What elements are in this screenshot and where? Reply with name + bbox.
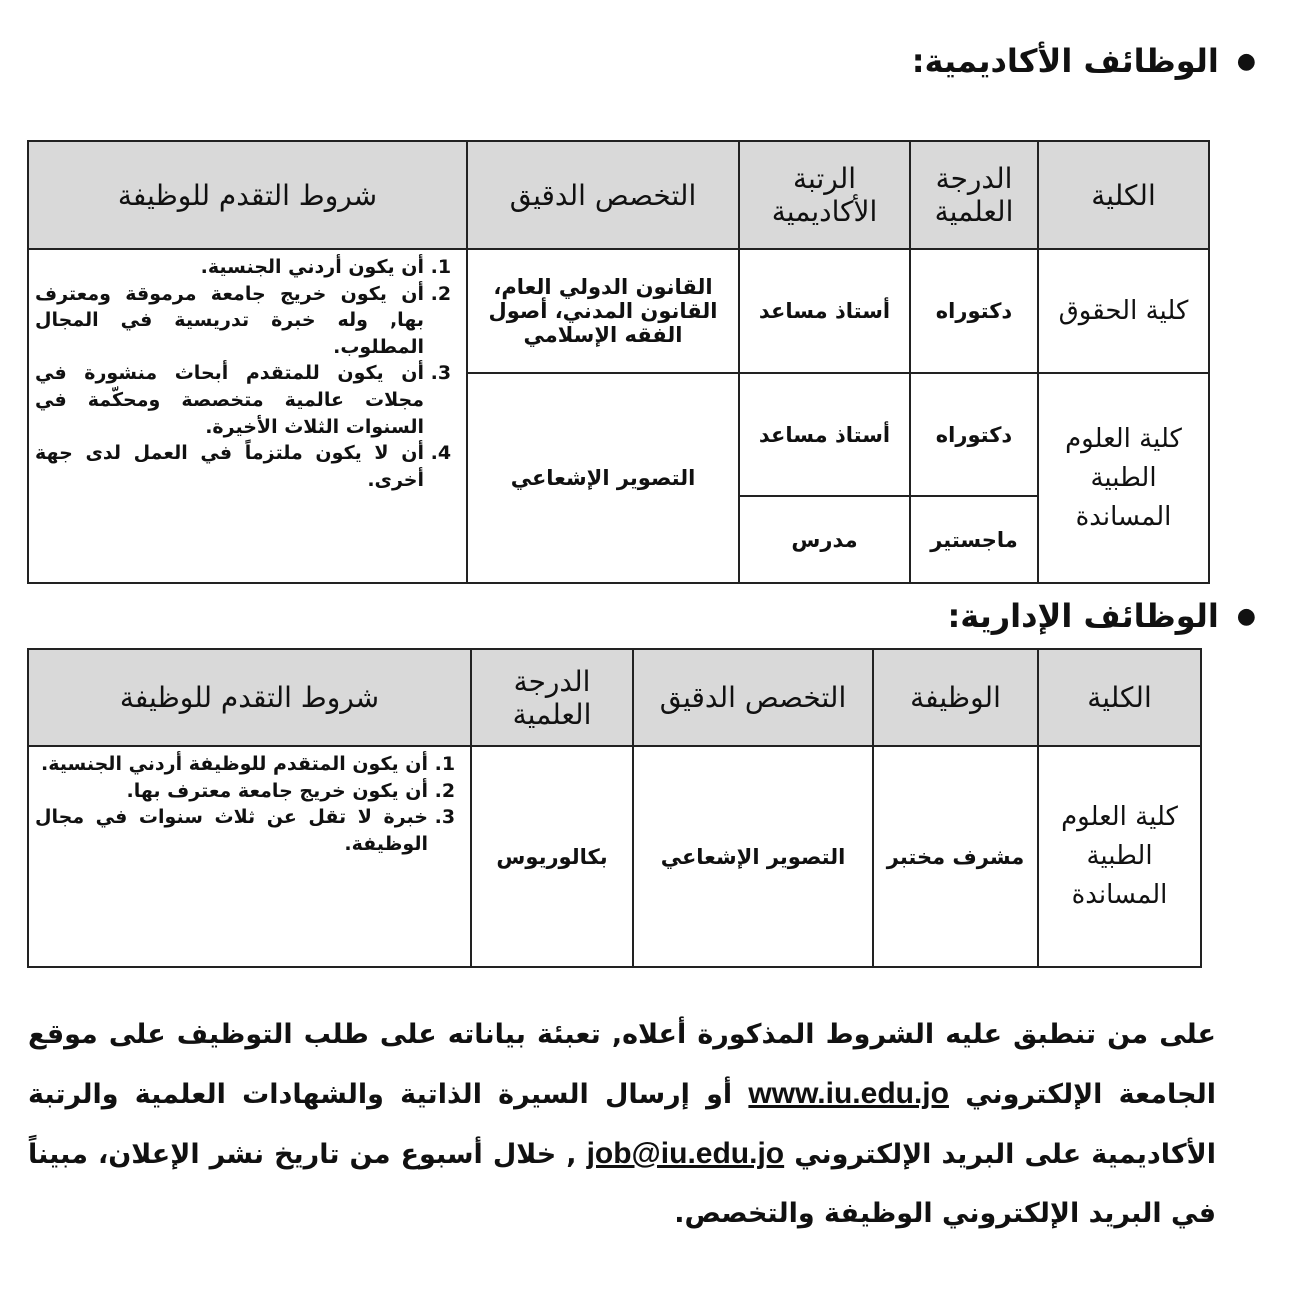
header-faculty: الكلية <box>1038 141 1209 249</box>
header-degree: الدرجة العلمية <box>910 141 1038 249</box>
condition-item: 1. أن يكون أردني الجنسية. <box>35 254 424 281</box>
faculty-cell: كلية الحقوق <box>1038 249 1209 373</box>
degree-cell: دكتوراه <box>910 249 1038 373</box>
application-instructions: على من تنطبق عليه الشروط المذكورة أعلاه, تعبئة بياناته على طلب التوظيف على موقع الجامعة الإلكتروني www.iu.edu.jo أو إرسال السيرة الذاتية والشهادات العلمية والرتبة الأكاديمية على البريد الإلكتروني job@iu.edu.jo , خلال أسبوع من تاريخ نشر الإعلان، مبيناً في البريد الإلكتروني الوظيفة والتخصص. <box>28 1019 1216 1229</box>
condition-item: 4. أن لا يكون ملتزماً في العمل لدى جهة أخرى. <box>35 440 424 493</box>
header-rank: الرتبة الأكاديمية <box>739 141 910 249</box>
specialty-cell: التصوير الإشعاعي <box>467 373 739 583</box>
condition-item: 1. أن يكون المتقدم للوظيفة أردني الجنسية. <box>35 751 428 778</box>
bullet-icon: ● <box>1236 48 1256 74</box>
specialty-cell: القانون الدولي العام، القانون المدني، أصول الفقه الإسلامي <box>467 249 739 373</box>
faculty-cell: كلية العلوم الطبية المساندة <box>1038 373 1209 583</box>
condition-item: 3. خبرة لا تقل عن ثلاث سنوات في مجال الوظيفة. <box>35 804 428 857</box>
job-cell: مشرف مختبر <box>873 746 1038 967</box>
rank-cell: مدرس <box>739 496 910 583</box>
header-specialty: التخصص الدقيق <box>467 141 739 249</box>
specialty-cell: التصوير الإشعاعي <box>633 746 873 967</box>
academic-heading: ● الوظائف الأكاديمية: <box>911 42 1256 80</box>
condition-item: 3. أن يكون للمتقدم أبحاث منشورة في مجلات عالمية متخصصة ومحكّمة في السنوات الثلاث الأخيرة. <box>35 360 424 440</box>
condition-item: 2. أن يكون خريج جامعة مرموقة ومعترف بها, وله خبرة تدريسية في المجال المطلوب. <box>35 281 424 361</box>
header-specialty: التخصص الدقيق <box>633 649 873 746</box>
condition-item: 2. أن يكون خريج جامعة معترف بها. <box>35 778 428 805</box>
academic-jobs-table <box>27 140 1210 584</box>
bullet-icon: ● <box>1236 603 1256 629</box>
degree-cell: دكتوراه <box>910 373 1038 496</box>
table-row <box>28 249 1209 373</box>
table-row <box>28 746 1201 967</box>
conditions-cell <box>28 249 467 583</box>
rank-cell: أستاذ مساعد <box>739 249 910 373</box>
administrative-heading: ● الوظائف الإدارية: <box>947 597 1256 635</box>
degree-cell: بكالوريوس <box>471 746 633 967</box>
email-link[interactable]: job@iu.edu.jo <box>586 1137 785 1170</box>
faculty-cell: كلية العلوم الطبية المساندة <box>1038 746 1201 967</box>
header-job: الوظيفة <box>873 649 1038 746</box>
rank-cell: أستاذ مساعد <box>739 373 910 496</box>
header-conditions: شروط التقدم للوظيفة <box>28 649 471 746</box>
website-link[interactable]: www.iu.edu.jo <box>748 1077 949 1110</box>
conditions-cell <box>28 746 471 967</box>
degree-cell: ماجستير <box>910 496 1038 583</box>
header-faculty: الكلية <box>1038 649 1201 746</box>
administrative-jobs-table <box>27 648 1202 968</box>
header-degree: الدرجة العلمية <box>471 649 633 746</box>
header-conditions: شروط التقدم للوظيفة <box>28 141 467 249</box>
